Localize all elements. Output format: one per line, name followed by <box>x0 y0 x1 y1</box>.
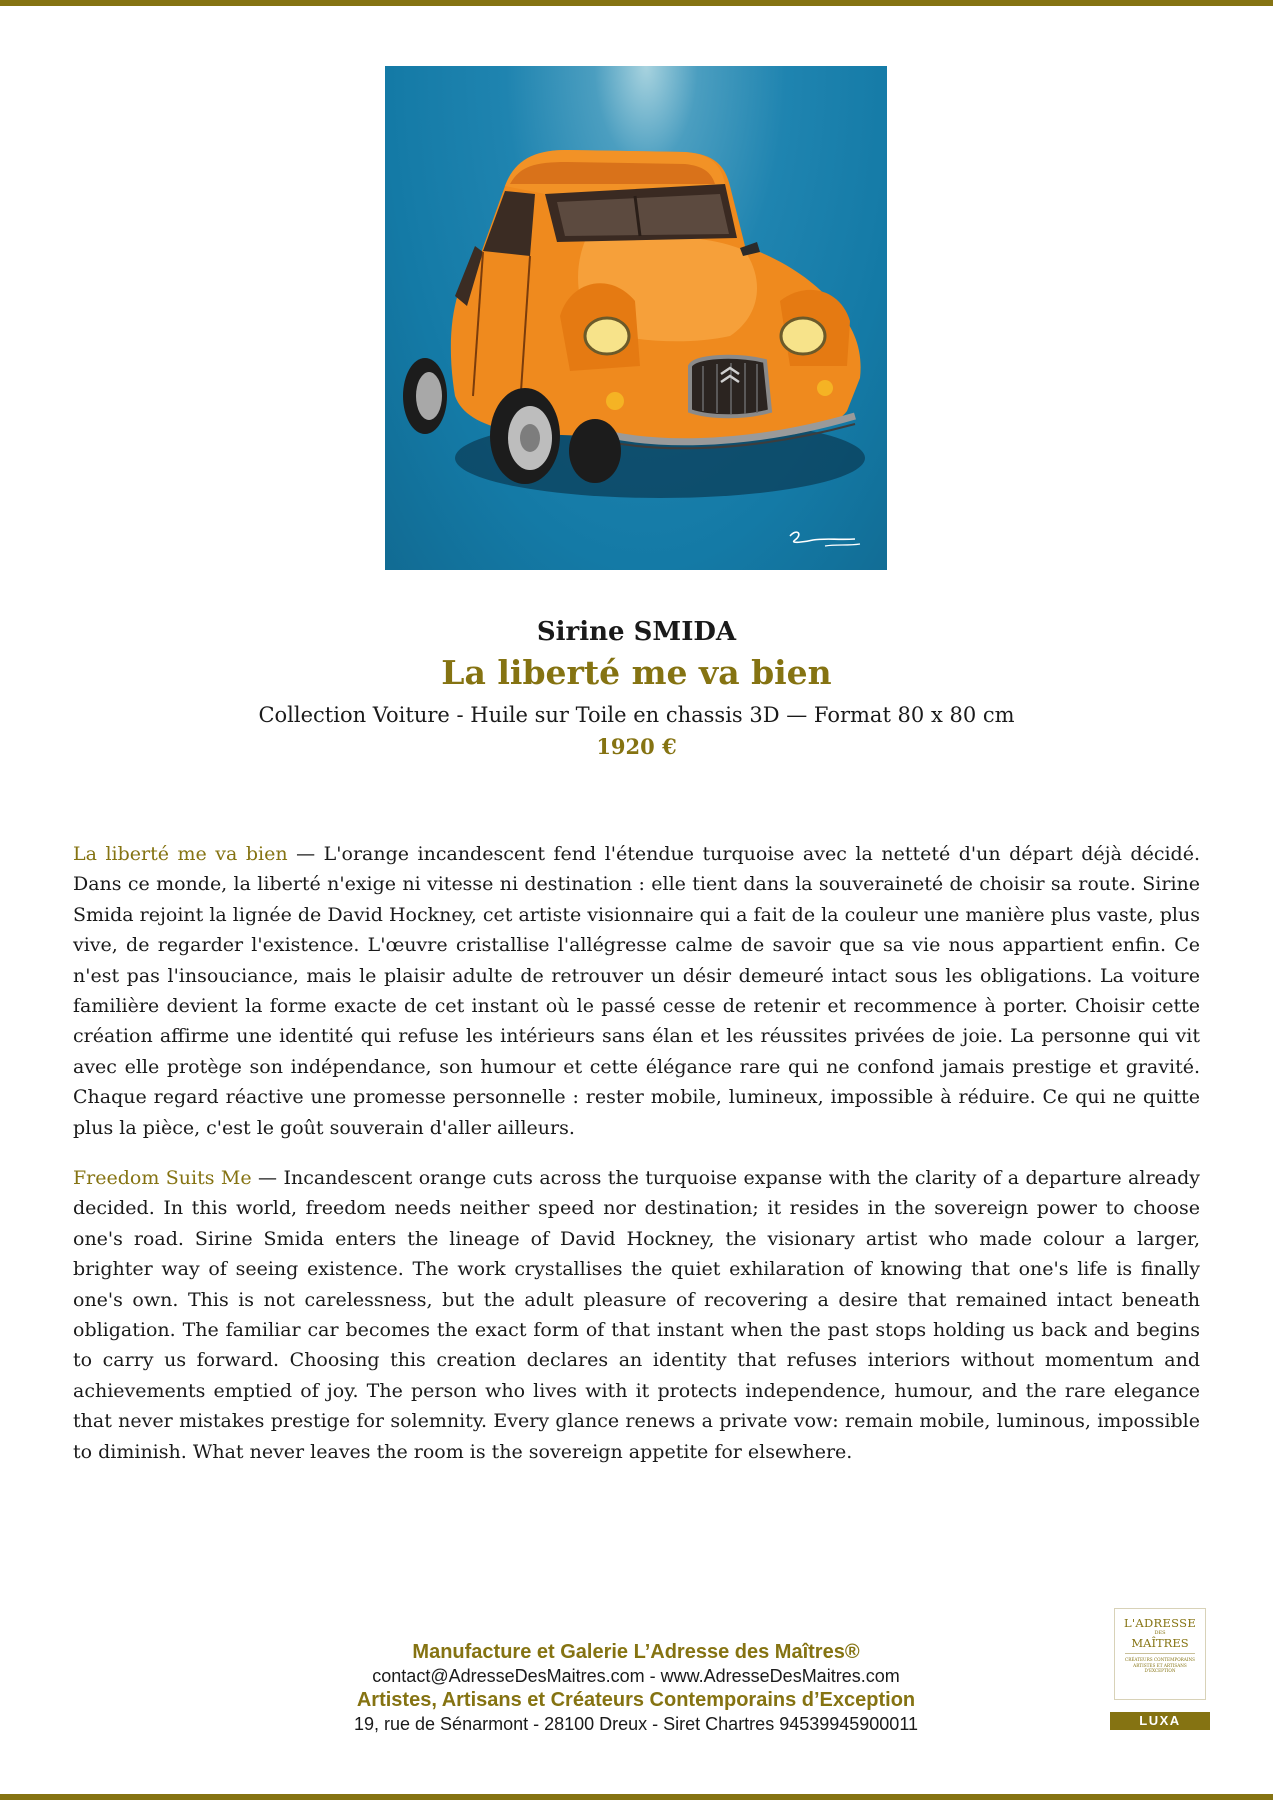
artwork-header <box>0 612 1273 762</box>
description-en-lead: Freedom Suits Me <box>73 1167 252 1189</box>
artwork-details: Collection Voiture - Huile sur Toile en chassis 3D — Format 80 x 80 cm <box>258 703 1015 727</box>
car-painting <box>385 66 887 570</box>
gallery-contact: contact@AdresseDesMaitres.com - www.AdresseDesMaitres.com <box>372 1666 900 1686</box>
logo-line-1: L'ADRESSE <box>1123 1616 1197 1630</box>
gallery-logo <box>1114 1608 1206 1700</box>
luxa-label: LUXA <box>1110 1712 1210 1730</box>
gallery-address: 19, rue de Sénarmont - 28100 Dreux - Siret Chartres 94539945900011 <box>353 1714 919 1734</box>
description-fr <box>73 839 1200 1143</box>
artwork-image <box>385 66 887 570</box>
gallery-footer <box>233 1640 1039 1736</box>
description-fr-lead: La liberté me va bien <box>73 843 288 865</box>
artist-name: Sirine SMIDA <box>536 617 737 647</box>
logo-divider <box>1125 1653 1195 1654</box>
gallery-name: Manufacture et Galerie L’Adresse des Maîtres® <box>412 1641 860 1663</box>
gallery-badge <box>1110 1608 1210 1730</box>
logo-line-3: MAÎTRES <box>1131 1636 1189 1650</box>
artwork-title: La liberté me va bien <box>441 653 832 692</box>
description-en <box>73 1163 1200 1467</box>
bottom-rule <box>0 1794 1273 1800</box>
logo-line-2: DES <box>1154 1630 1166 1636</box>
gallery-tagline: Artistes, Artisans et Créateurs Contemporains d’Exception <box>356 1689 916 1711</box>
logo-line-4: CRÉATEURS CONTEMPORAINS ARTISTES ET ARTISANS D'EXCEPTION <box>1125 1657 1195 1673</box>
description-fr-text: — L'orange incandescent fend l'étendue turquoise avec la netteté d'un départ déjà décidé. Dans ce monde, la liberté n'exige ni vitesse ni destination : elle tient dans la souveraineté de choisir sa route. Sirine Smida rejoint la lignée de David Hockney, cet artiste visionnaire qui a fait de la couleur une manière plus vaste, plus vive, de regarder l'existence. L'œuvre cristallise l'allégresse calme de savoir que sa vie nous appartient enfin. Ce n'est pas l'insouciance, mais le plaisir adulte de retrouver un désir demeuré intact sous les obligations. La voiture familière devient la forme exacte de cet instant où le passé cesse de retenir et recommence à porter. Choisir cette création affirme une identité qui refuse les intérieurs sans élan et les réussites privées de joie. La personne qui vit avec elle protège son indépendance, son humour et cette élégance rare qui ne confond jamais prestige et gravité. Chaque regard réactive une promesse personnelle : rester mobile, lumineux, impossible à réduire. Ce qui ne quitte plus la pièce, c'est le goût souverain d'aller ailleurs. <box>73 843 1200 1139</box>
top-rule <box>0 0 1273 6</box>
description-en-text: — Incandescent orange cuts across the turquoise expanse with the clarity of a departure already decided. In this world, freedom needs neither speed nor destination; it resides in the sovereign power to choose one's road. Sirine Smida enters the lineage of David Hockney, the visionary artist who made colour a larger, brighter way of seeing existence. The work crystallises the quiet exhilaration of knowing that one's life is finally one's own. This is not carelessness, but the adult pleasure of recovering a desire that remained intact beneath obligation. The familiar car becomes the exact form of that instant when the past stops holding us back and begins to carry us forward. Choosing this creation declares an identity that refuses interiors without momentum and achievements emptied of joy. The person who lives with it protects independence, humour, and the rare elegance that never mistakes prestige for solemnity. Every glance renews a private vow: remain mobile, luminous, impossible to diminish. What never leaves the room is the sovereign appetite for elsewhere. <box>73 1167 1200 1463</box>
artwork-price: 1920 € <box>596 734 677 759</box>
